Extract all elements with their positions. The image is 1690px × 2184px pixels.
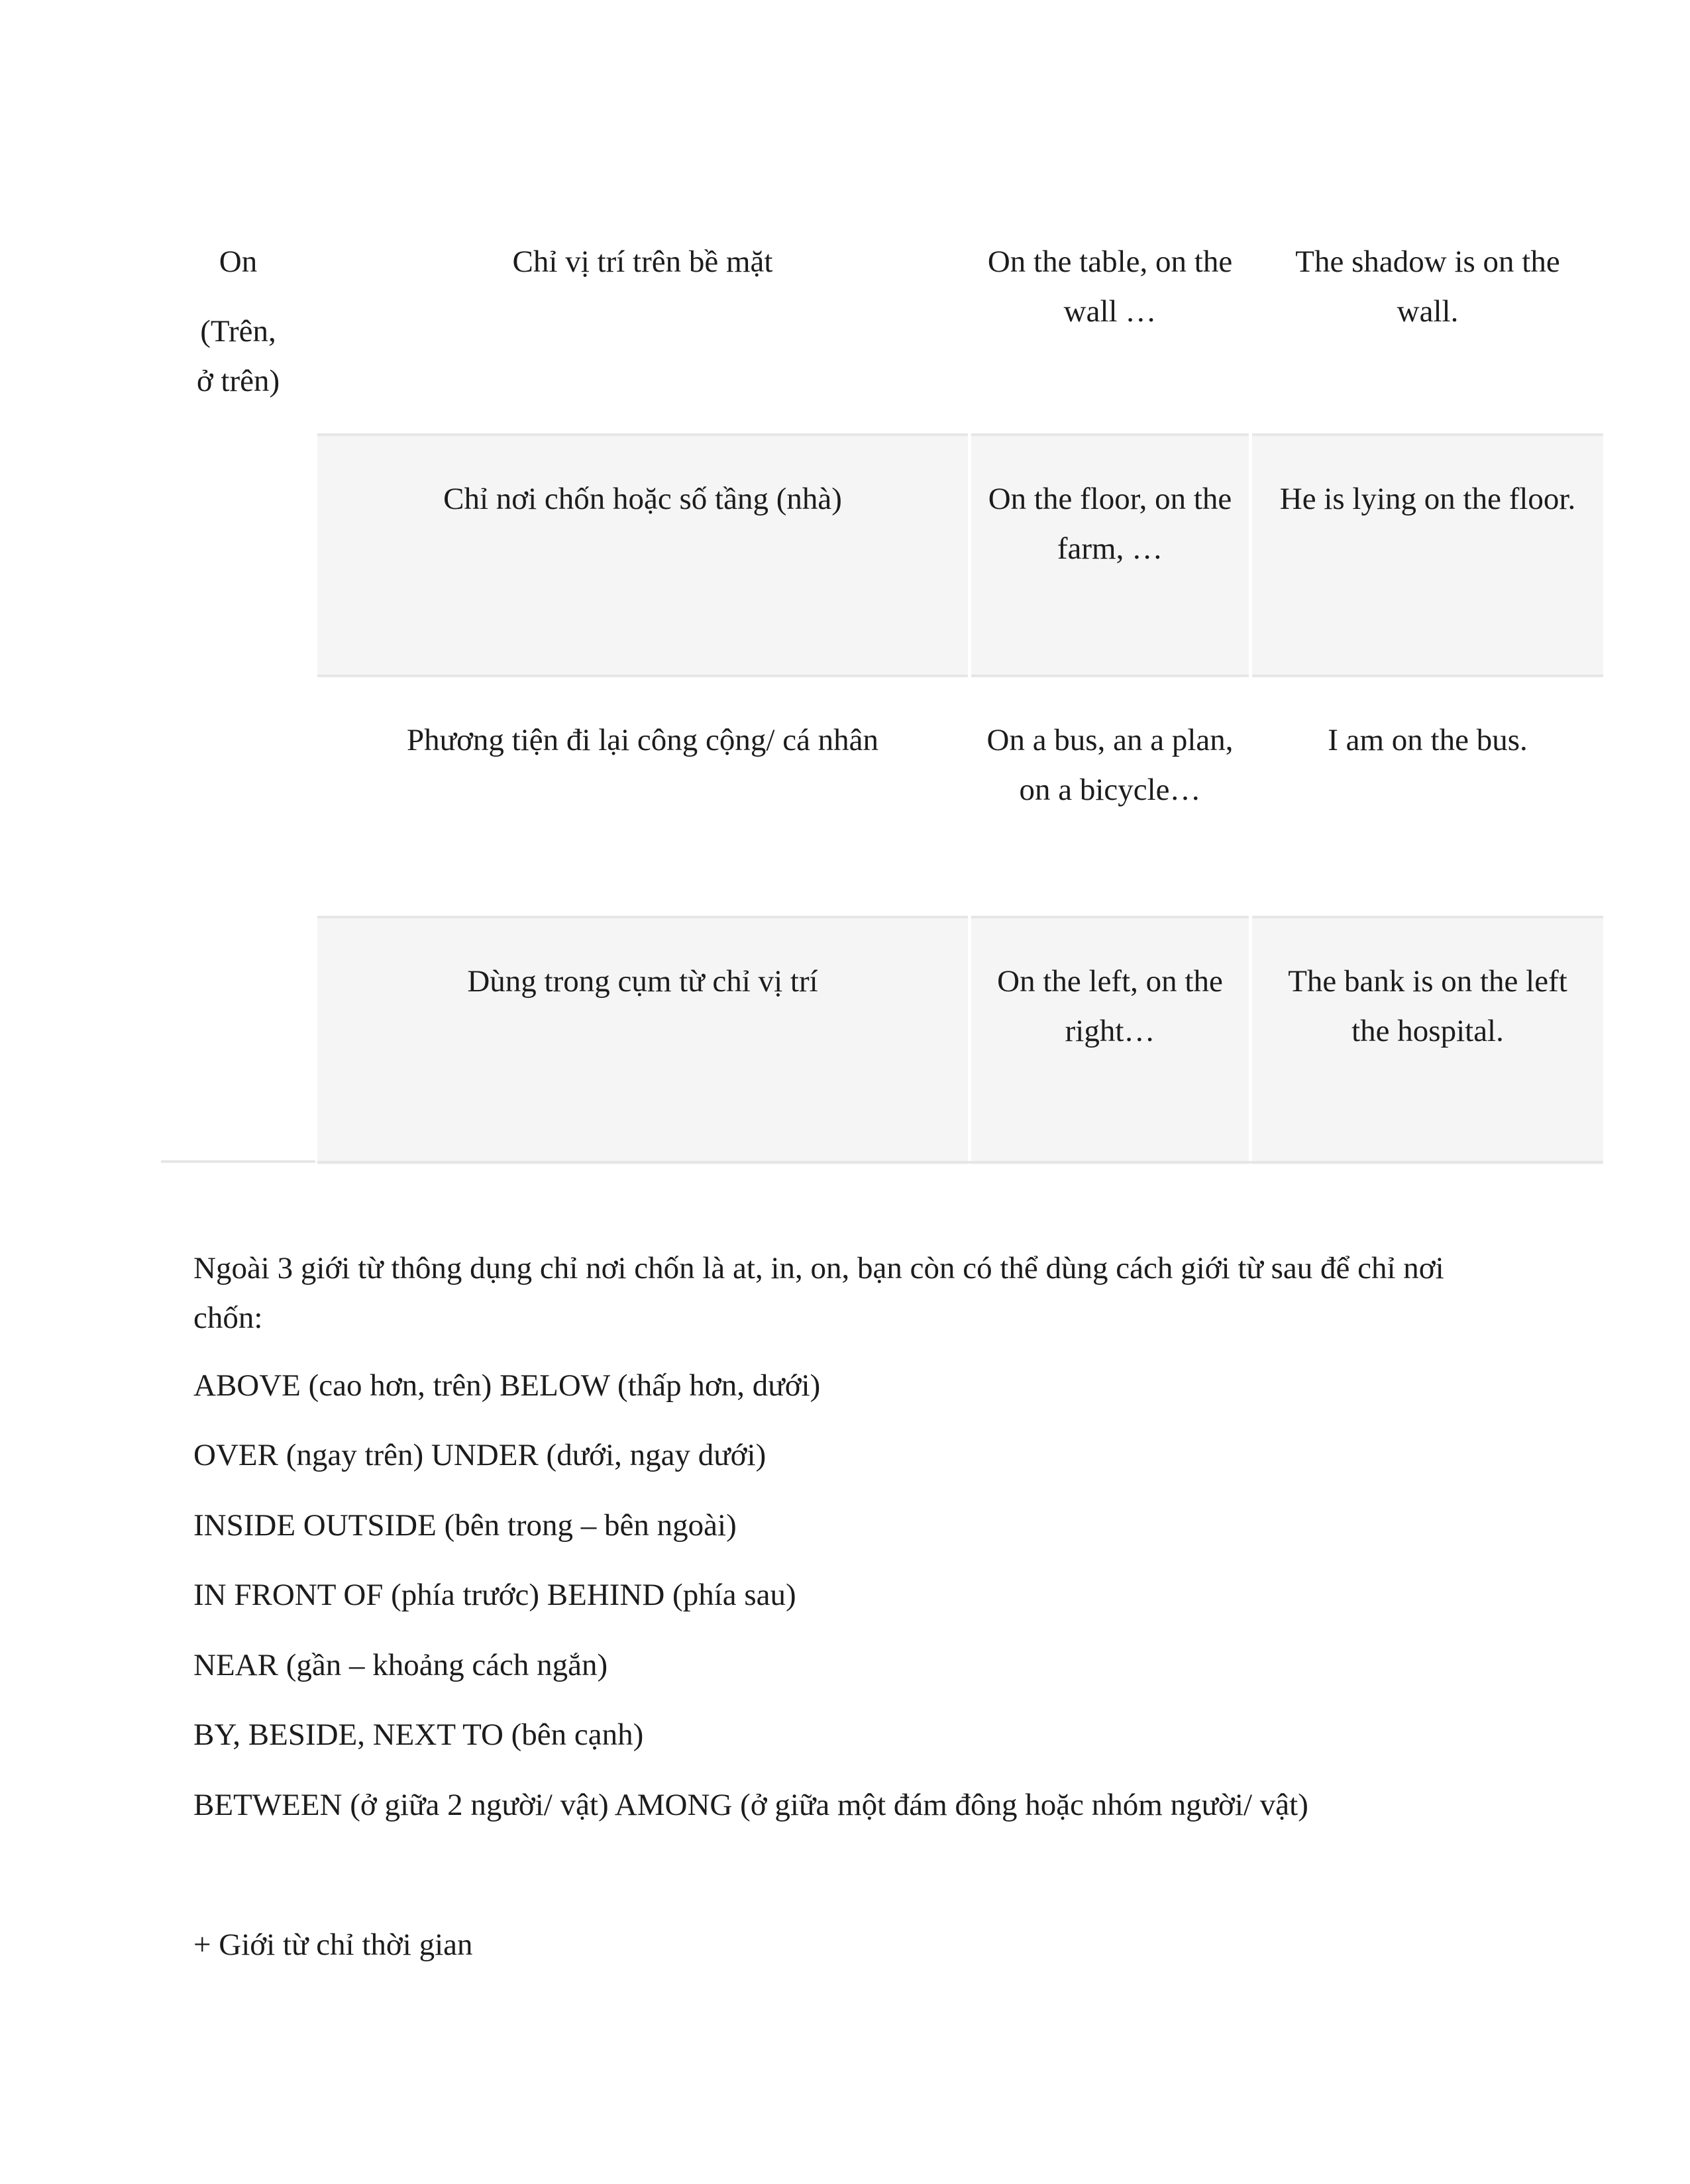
- examples-cell: On a bus, an a plan, on a bicycle…: [971, 675, 1249, 916]
- preposition-line: BY, BESIDE, NEXT TO (bên cạnh): [193, 1718, 644, 1752]
- usage-cell: Chỉ vị trí trên bề mặt: [512, 245, 773, 279]
- intro-paragraph: Ngoài 3 giới từ thông dụng chỉ nơi chốn là at, in, on, bạn còn có thể dùng cách giới từ sau để chỉ nơi chốn:: [193, 1251, 1444, 1335]
- preposition-line: OVER (ngay trên) UNDER (dưới, ngay dưới): [193, 1438, 766, 1472]
- preposition-line: BETWEEN (ở giữa 2 người/ vật) AMONG (ở giữa một đám đông hoặc nhóm người/ vật): [193, 1788, 1308, 1822]
- preposition-line: IN FRONT OF (phía trước) BEHIND (phía sau): [193, 1578, 796, 1612]
- table-bottom-rule: [317, 1161, 1603, 1164]
- preposition-meaning-line1: (Trên,: [200, 314, 276, 349]
- sentence-cell: The bank is on the left the hospital.: [1252, 916, 1603, 1164]
- examples-cell: On the floor, on the farm, …: [971, 433, 1249, 675]
- preposition-word: On: [219, 245, 258, 279]
- examples-cell: On the left, on the right…: [971, 916, 1249, 1164]
- sentence-cell: He is lying on the floor.: [1252, 433, 1603, 675]
- usage-cell: Dùng trong cụm từ chỉ vị trí: [317, 916, 968, 1164]
- preposition-line: ABOVE (cao hơn, trên) BELOW (thấp hơn, dưới): [193, 1368, 821, 1403]
- preposition-line: INSIDE OUTSIDE (bên trong – bên ngoài): [193, 1508, 737, 1543]
- section-subheading: + Giới từ chỉ thời gian: [193, 1928, 473, 1962]
- sentence-cell: I am on the bus.: [1252, 675, 1603, 916]
- usage-cell: Phương tiện đi lại công cộng/ cá nhân: [317, 675, 968, 916]
- preposition-label-cell: [161, 199, 315, 1160]
- sentence-cell: The shadow is on the wall.: [1295, 245, 1560, 329]
- label-column-bottom-rule: [161, 1160, 315, 1163]
- preposition-on-table: [161, 199, 1576, 1164]
- usage-cell: Chỉ nơi chốn hoặc số tầng (nhà): [317, 433, 968, 675]
- preposition-line: NEAR (gần – khoảng cách ngắn): [193, 1648, 608, 1682]
- preposition-meaning-line2: ở trên): [196, 364, 280, 398]
- examples-cell: On the table, on the wall …: [987, 245, 1233, 329]
